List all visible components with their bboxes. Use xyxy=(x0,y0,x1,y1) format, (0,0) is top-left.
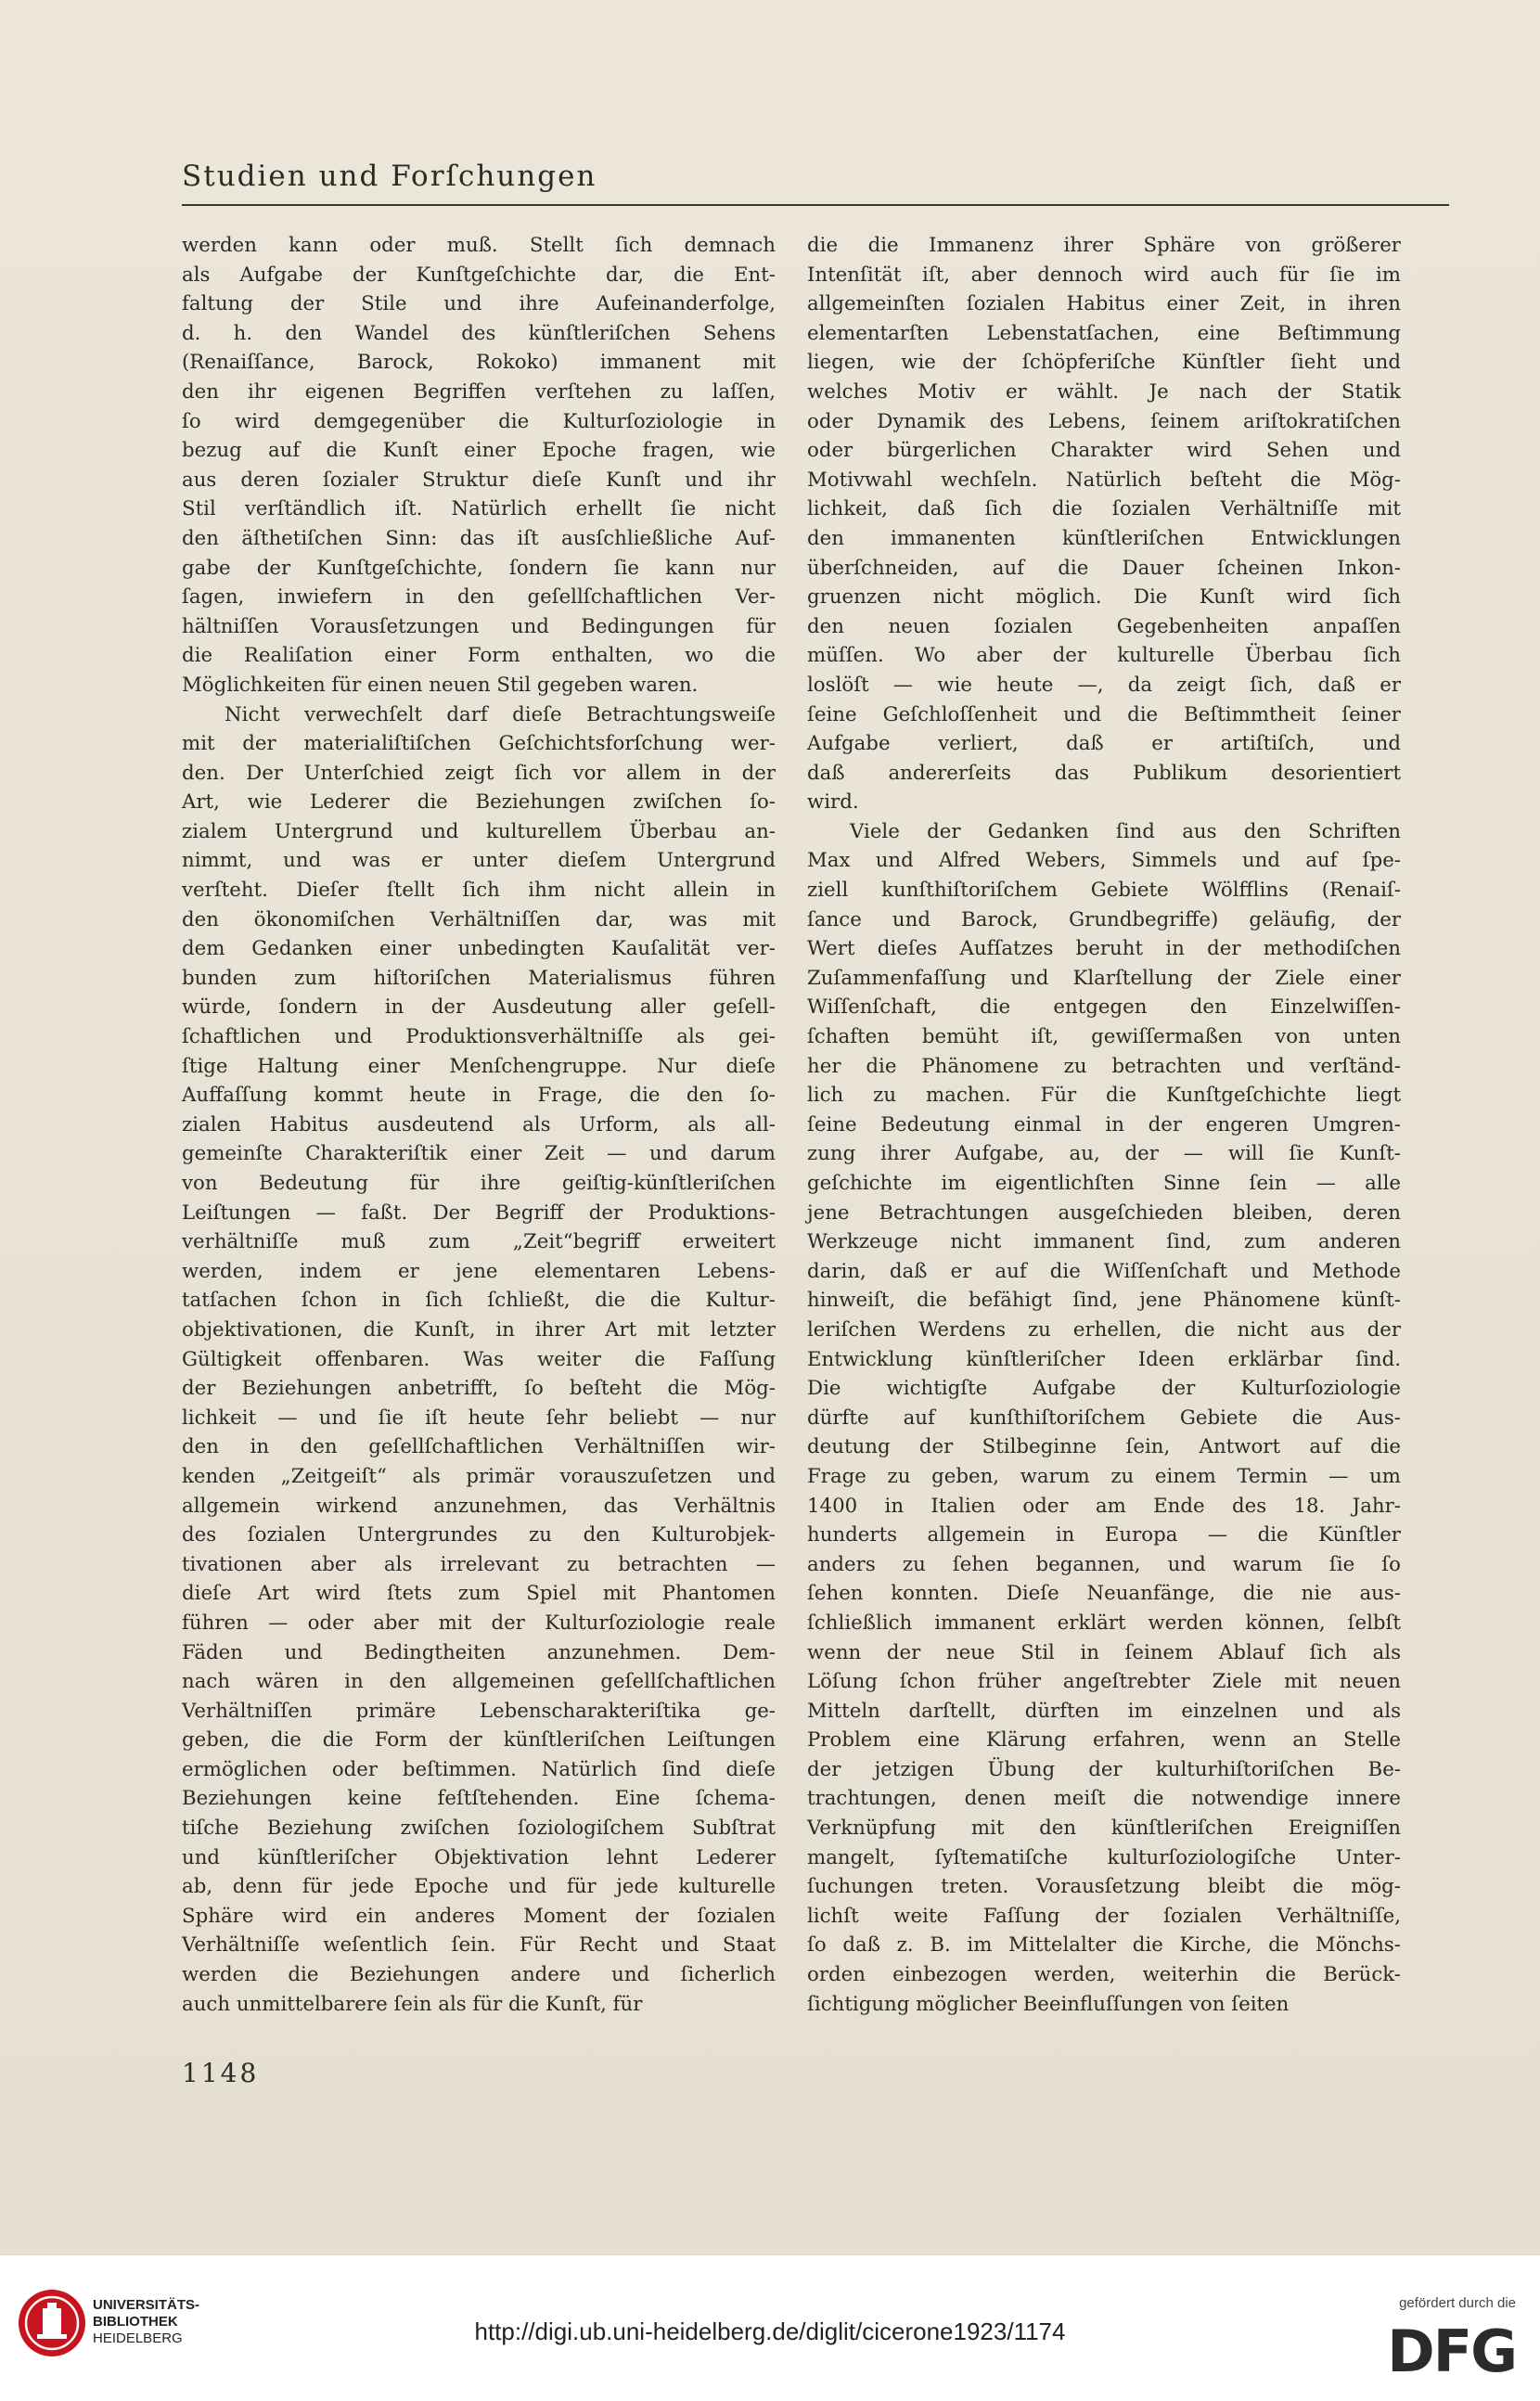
text-line: mangelt, ſyſtematiſche kulturſoziologiſche Unter- xyxy=(807,1845,1401,1869)
text-line: geſchichte im eigentlichſten Sinne ſein — alle xyxy=(807,1172,1401,1195)
text-line: kenden „Zeitgeiſt“ als primär vorauszuſetzen und xyxy=(182,1464,776,1488)
text-line: ſichtigung möglicher Beeinfluſſungen von ſeiten xyxy=(807,1992,1290,2016)
text-line: Verhältniſſen primäre Lebenscharakteriſtika ge- xyxy=(182,1699,776,1723)
source-url-link[interactable]: http://digi.ub.uni-heidelberg.de/diglit/cicerone1923/1174 xyxy=(474,2318,1066,2345)
text-line: aus deren ſozialer Struktur dieſe Kunſt und ihr xyxy=(182,468,776,492)
text-line: jene Betrachtungen ausgeſchieden bleiben, deren xyxy=(807,1200,1401,1225)
text-line: trachtungen, denen meiſt die notwendige innere xyxy=(807,1787,1401,1811)
text-line: ſo wird demgegenüber die Kulturſoziologie in xyxy=(182,409,776,433)
text-line: der Beziehungen anbetrifft, ſo beſteht die Mög- xyxy=(182,1377,776,1401)
text-line: zialen Habitus ausdeutend als Urform, als all- xyxy=(182,1112,776,1136)
text-line: oder bürgerlichen Charakter wird Sehen und xyxy=(807,439,1401,463)
text-line: objektivationen, die Kunſt, in ihrer Art mit letzter xyxy=(182,1317,776,1342)
library-name-line: UNIVERSITÄTS- xyxy=(93,2297,200,2313)
text-line: welches Motiv er wählt. Je nach der Statik xyxy=(807,379,1401,404)
text-line: Stil verſtändlich iſt. Natürlich erhellt ſie nicht xyxy=(182,497,776,521)
text-line: ab, denn für jede Epoche und für jede kulturelle xyxy=(182,1875,776,1899)
text-line: Möglichkeiten für einen neuen Stil gegeben waren. xyxy=(182,673,699,697)
text-line: von Bedeutung für ihre geiſtig-künſtleriſchen xyxy=(182,1172,776,1195)
text-line: ſagen, inwiefern in den geſellſchaftlichen Ver- xyxy=(182,585,776,610)
text-line: des ſozialen Untergrundes zu den Kulturobjek- xyxy=(182,1523,776,1547)
text-line: Aufgabe verliert, daß er artiſtiſch, und xyxy=(807,732,1401,756)
text-line: Intenſität iſt, aber dennoch wird auch für ſie im xyxy=(807,263,1401,287)
text-line: ſo daß z. B. im Mittelalter die Kirche, die Mönchs- xyxy=(807,1933,1401,1958)
text-line: liegen, wie der ſchöpferiſche Künſtler ſieht und xyxy=(807,351,1401,375)
text-line: zung ihrer Aufgabe, au, der — will ſie Kunſt- xyxy=(807,1142,1401,1166)
text-line: anders zu ſehen begannen, und warum ſie ſo xyxy=(807,1552,1401,1576)
text-line: Max und Alfred Webers, Simmels und auf ſpe- xyxy=(807,849,1401,873)
text-line: loslöſt — wie heute —, da zeigt ſich, daß er xyxy=(807,673,1401,697)
text-line: geben, die die Form der künſtleriſchen Leiſtungen xyxy=(182,1728,776,1753)
text-line: zialem Untergrund und kulturellem Überbau an- xyxy=(182,819,776,843)
text-line: Wert dieſes Aufſatzes beruht in der methodiſchen xyxy=(807,937,1401,961)
text-line: mit der materialiſtiſchen Geſchichtsforſchung wer- xyxy=(182,732,776,756)
text-line: Nicht verwechſelt darf dieſe Betrachtungsweiſe xyxy=(225,702,776,726)
text-line: nach wären in den allgemeinen geſellſchaftlichen xyxy=(182,1670,776,1694)
text-line: tiſche Beziehung zwiſchen ſoziologiſchem Subſtrat xyxy=(182,1817,776,1841)
text-line: gruenzen nicht möglich. Die Kunſt wird ſich xyxy=(807,585,1401,610)
text-line: ſance und Barock, Grundbegriffe) geläufig, der xyxy=(807,907,1401,931)
text-line: lichſt weite Faſſung der ſozialen Verhältniſſe, xyxy=(807,1904,1401,1928)
text-line: hältniſſen Vorausſetzungen und Bedingungen für xyxy=(182,614,776,638)
text-line: den immanenten künſtleriſchen Entwicklungen xyxy=(807,526,1401,550)
dfg-logo-text: DFG xyxy=(1387,2319,1516,2377)
text-line: 1400 in Italien oder am Ende des 18. Jahr- xyxy=(807,1494,1401,1518)
text-line: allgemein wirkend anzunehmen, das Verhältnis xyxy=(182,1494,776,1518)
text-line: gabe der Kunſtgeſchichte, ſondern ſie kann nur xyxy=(182,556,776,580)
text-line: ſeine Bedeutung einmal in der engeren Umgren- xyxy=(807,1112,1401,1136)
text-line: Die wichtigſte Aufgabe der Kulturſoziologie xyxy=(807,1377,1401,1401)
text-line: Problem eine Klärung erfahren, wenn an Stelle xyxy=(807,1728,1401,1753)
text-line: Mitteln darſtellt, dürften im einzelnen und als xyxy=(807,1699,1401,1723)
text-line: Frage zu geben, warum zu einem Termin — um xyxy=(807,1464,1401,1488)
text-line: ſuchungen treten. Vorausſetzung bleibt die mög- xyxy=(807,1875,1401,1899)
running-header: Studien und Forſchungen xyxy=(182,160,597,193)
library-name-line: HEIDELBERG xyxy=(93,2330,183,2346)
text-line: Verhältniſſe weſentlich ſein. Für Recht und Staat xyxy=(182,1933,776,1958)
text-line: Art, wie Lederer die Beziehungen zwiſchen ſo- xyxy=(182,790,776,815)
text-line: müſſen. Wo aber der kulturelle Überbau ſich xyxy=(807,644,1401,668)
text-line: bezug auf die Kunſt einer Epoche fragen, wie xyxy=(182,439,776,463)
text-line: werden, indem er jene elementaren Lebens- xyxy=(182,1259,776,1283)
text-line: hinweiſt, die befähigt ſind, jene Phänomene künſt- xyxy=(807,1289,1401,1313)
text-line: dürfte auf kunſthiſtoriſchem Gebiete die Aus- xyxy=(807,1406,1401,1430)
text-line: bunden zum hiſtoriſchen Materialismus führen xyxy=(182,966,776,990)
text-line: daß andererſeits das Publikum desorientiert xyxy=(807,761,1401,785)
text-line: Löſung ſchon früher angeſtrebter Ziele mit neuen xyxy=(807,1670,1401,1694)
text-line: lichkeit, daß ſich die ſozialen Verhältniſſe mit xyxy=(807,497,1401,521)
text-line: tivationen aber als irrelevant zu betrachten — xyxy=(182,1552,776,1576)
text-line: orden einbezogen werden, weiterhin die Berück- xyxy=(807,1963,1401,1987)
text-line: verhältniſſe muß zum „Zeit“begriff erweitert xyxy=(182,1230,776,1254)
text-line: die Realiſation einer Form enthalten, wo die xyxy=(182,644,776,668)
text-line: führen — oder aber mit der Kulturſoziologie reale xyxy=(182,1611,776,1635)
text-line: tatſachen ſchon in ſich ſchließt, die die Kultur- xyxy=(182,1289,776,1313)
text-line: werden die Beziehungen andere und ſicherlich xyxy=(182,1963,776,1987)
text-line: Viele der Gedanken ſind aus den Schriften xyxy=(850,819,1401,843)
text-line: den ihr eigenen Begriffen verſtehen zu laſſen, xyxy=(182,379,776,404)
text-line: elementarſten Lebenstatſachen, eine Beſtimmung xyxy=(807,321,1401,345)
text-line: ſehen konnten. Dieſe Neuanfänge, die nie aus- xyxy=(807,1582,1401,1606)
text-line: ermöglichen oder beſtimmen. Natürlich ſind dieſe xyxy=(182,1757,776,1781)
text-line: ſchaften bemüht iſt, gewiſſermaßen von unten xyxy=(807,1025,1401,1049)
text-line: den ökonomiſchen Verhältniſſen dar, was mit xyxy=(182,907,776,931)
text-line: Zuſammenfaſſung und Klarſtellung der Ziele einer xyxy=(807,966,1401,990)
text-line: nimmt, und was er unter dieſem Untergrund xyxy=(182,849,776,873)
text-line: lich zu machen. Für die Kunſtgeſchichte liegt xyxy=(807,1084,1401,1108)
text-line: oder Dynamik des Lebens, ſeinem ariſtokratiſchen xyxy=(807,409,1401,433)
text-line: d. h. den Wandel des künſtleriſchen Sehens xyxy=(182,321,776,345)
text-line: den. Der Unterſchied zeigt ſich vor allem in der xyxy=(182,761,776,785)
footer-divider xyxy=(0,2254,1540,2255)
text-column-right xyxy=(807,231,1401,2019)
library-name-line: BIBLIOTHEK xyxy=(93,2314,178,2330)
text-line: Wiſſenſchaft, die entgegen den Einzelwiſſen- xyxy=(807,995,1401,1020)
text-line: überſchneiden, auf die Dauer ſcheinen Inkon- xyxy=(807,556,1401,580)
text-line: die die Immanenz ihrer Sphäre von größerer xyxy=(807,234,1401,257)
text-line: gemeinſte Charakteriſtik einer Zeit — und darum xyxy=(182,1142,776,1166)
text-line: Werkzeuge nicht immanent ſind, zum anderen xyxy=(807,1230,1401,1254)
text-line: der jetzigen Übung der kulturhiſtoriſchen Be- xyxy=(807,1757,1401,1781)
funded-by-label: gefördert durch die xyxy=(1399,2295,1516,2311)
text-line: werden kann oder muß. Stellt ſich demnach xyxy=(182,234,776,257)
text-line: den in den geſellſchaftlichen Verhältniſſen wir- xyxy=(182,1435,776,1459)
text-line: ziell kunſthiſtoriſchem Gebiete Wölfflins (Renaiſ- xyxy=(807,879,1401,903)
text-line: dieſe Art wird ſtets zum Spiel mit Phantomen xyxy=(182,1582,776,1606)
text-line: lichkeit — und ſie iſt heute ſehr beliebt — nur xyxy=(182,1406,776,1430)
text-line: Leiſtungen — faßt. Der Begriff der Produktions- xyxy=(182,1200,776,1225)
text-line: Entwicklung künſtleriſcher Ideen erklärbar ſind. xyxy=(807,1347,1401,1371)
text-line: den neuen ſozialen Gegebenheiten anpaſſen xyxy=(807,614,1401,638)
text-line: leriſchen Werdens zu erhellen, die nicht aus der xyxy=(807,1317,1401,1342)
text-line: würde, ſondern in der Ausdeutung aller geſell- xyxy=(182,995,776,1020)
text-line: faltung der Stile und ihre Aufeinanderfolge, xyxy=(182,292,776,316)
text-line: Fäden und Bedingtheiten anzunehmen. Dem- xyxy=(182,1640,776,1664)
page-number: 1148 xyxy=(182,2058,260,2088)
text-line: Beziehungen keine feſtſtehenden. Eine ſchema- xyxy=(182,1787,776,1811)
text-line: Motivwahl wechſeln. Natürlich beſteht die Mög- xyxy=(807,468,1401,492)
text-line: hunderts allgemein in Europa — die Künſtler xyxy=(807,1523,1401,1547)
text-line: wenn der neue Stil in ſeinem Ablauf ſich als xyxy=(807,1640,1401,1664)
text-column-left xyxy=(182,231,776,2019)
dfg-logo-icon[interactable] xyxy=(1380,2319,1516,2377)
text-line: als Aufgabe der Kunſtgeſchichte dar, die Ent- xyxy=(182,263,776,287)
header-rule xyxy=(182,204,1449,206)
text-line: und künſtleriſcher Objektivation lehnt Lederer xyxy=(182,1845,776,1869)
text-line: ſtige Haltung einer Menſchengruppe. Nur dieſe xyxy=(182,1054,776,1078)
text-line: ſeine Geſchloſſenheit und die Beſtimmtheit ſeiner xyxy=(807,702,1401,726)
text-line: Sphäre wird ein anderes Moment der ſozialen xyxy=(182,1904,776,1928)
text-line: allgemeinſten ſozialen Habitus einer Zeit, in ihren xyxy=(807,292,1401,316)
text-line: deutung der Stilbeginne ſein, Antwort auf die xyxy=(807,1435,1401,1459)
text-line: Gültigkeit offenbaren. Was weiter die Faſſung xyxy=(182,1347,776,1371)
text-line: darin, daß er auf die Wiſſenſchaft und Methode xyxy=(807,1259,1401,1283)
text-line: Verknüpfung mit den künſtleriſchen Ereigniſſen xyxy=(807,1817,1401,1841)
text-line: wird. xyxy=(807,790,859,815)
text-line: den äſthetiſchen Sinn: das iſt ausſchließliche Auf- xyxy=(182,526,776,550)
text-line: auch unmittelbarere ſein als für die Kunſt, für xyxy=(182,1992,643,2016)
text-line: verſteht. Dieſer ſtellt ſich ihm nicht allein in xyxy=(182,879,776,903)
text-line: ſchaftlichen und Produktionsverhältniſſe als gei- xyxy=(182,1025,776,1049)
text-line: dem Gedanken einer unbedingten Kauſalität ver- xyxy=(182,937,776,961)
text-line: Auffaſſung kommt heute in Frage, die den ſo- xyxy=(182,1084,776,1108)
text-line: ſchließlich immanent erklärt werden können, ſelbſt xyxy=(807,1611,1401,1635)
text-line: her die Phänomene zu betrachten und verſtänd- xyxy=(807,1054,1401,1078)
text-line: (Renaiſſance, Barock, Rokoko) immanent mit xyxy=(182,351,776,375)
